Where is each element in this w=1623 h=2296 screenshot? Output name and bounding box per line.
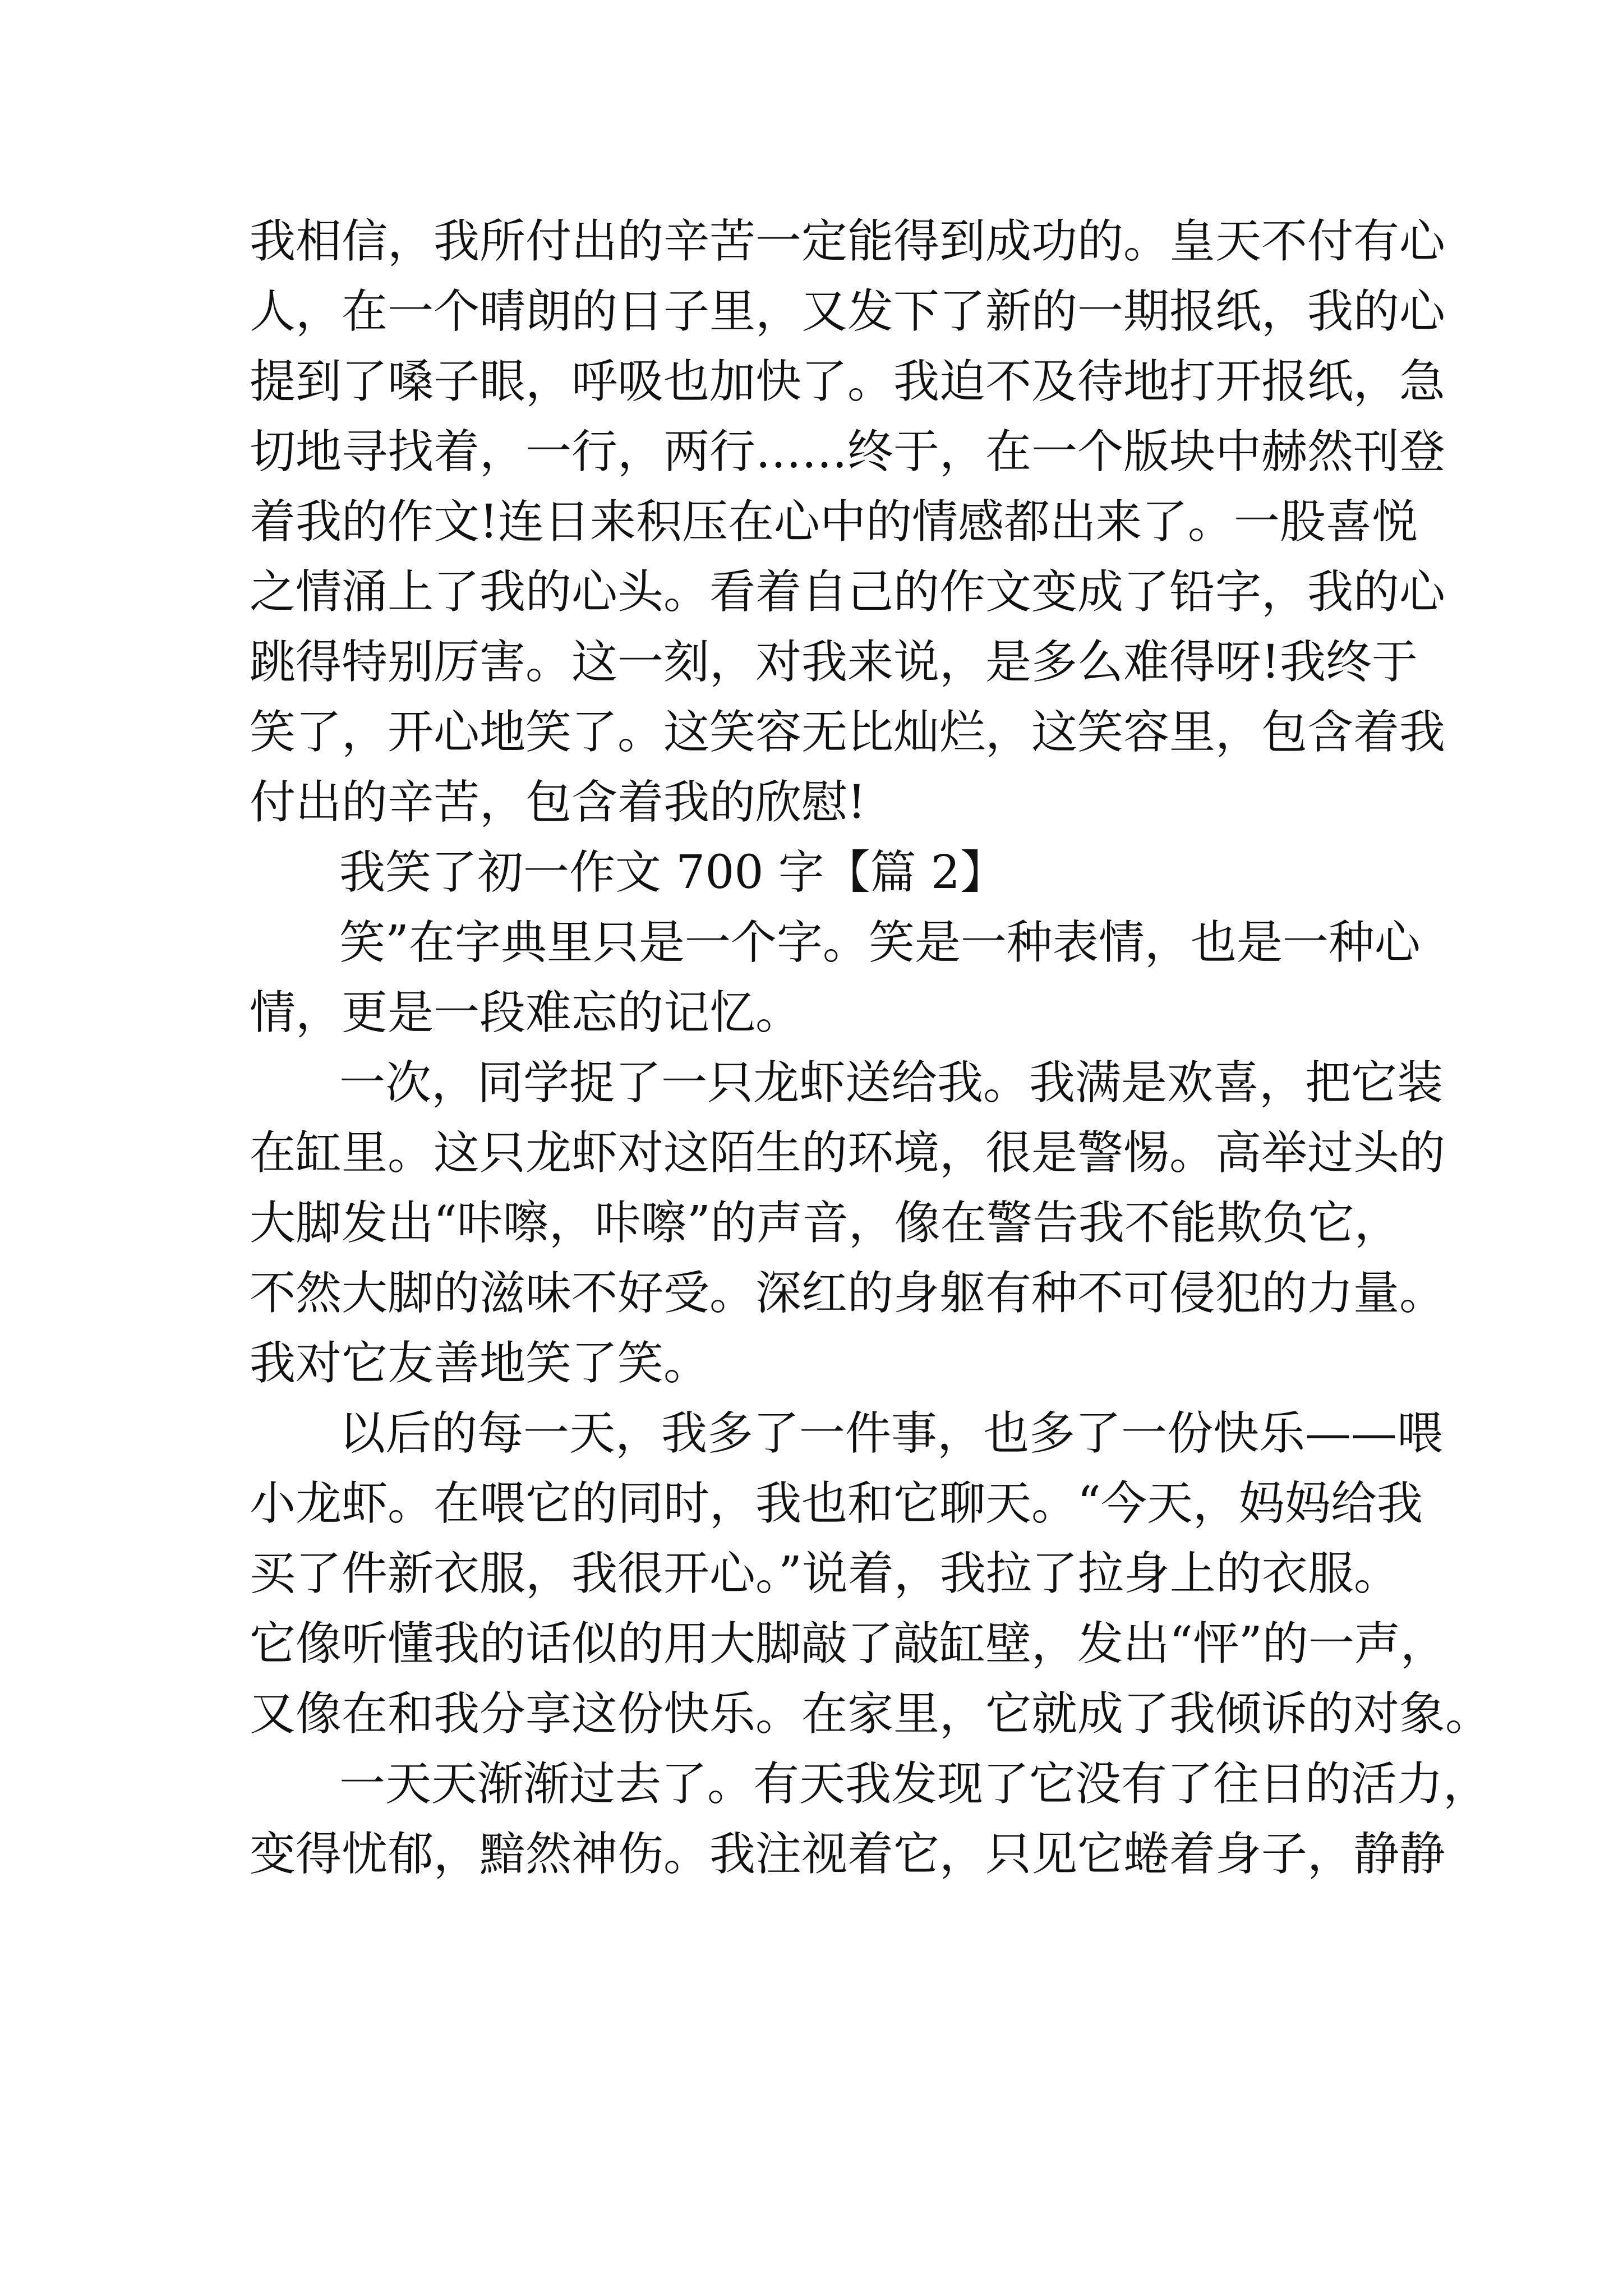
essay-body [250,206,1492,1889]
text-line: 大脚发出“咔嚓，咔嚓”的声音，像在警告我不能欺负它， [250,1197,1400,1250]
text-line: 又像在和我分享这份快乐。在家里，它就成了我倾诉的对象。 [250,1687,1492,1741]
text-line: 切地寻找着，一行，两行……终于，在一个版块中赫然刊登 [250,425,1446,478]
text-line: 着我的作文!连日来积压在心中的情感都出来了。一股喜悦 [250,495,1418,549]
text-line: 我对它友善地笑了笑。 [250,1337,710,1390]
text-line: 笑了，开心地笑了。这笑容无比灿烂，这笑容里，包含着我 [250,706,1446,759]
text-line: 情，更是一段难忘的记忆。 [250,986,802,1039]
text-line: 不然大脚的滋味不好受。深红的身躯有种不可侵犯的力量。 [250,1267,1446,1320]
text-line: 提到了嗓子眼，呼吸也加快了。我迫不及待地打开报纸，急 [250,355,1446,408]
paragraph-start: 笑”在字典里只是一个字。笑是一种表情，也是一种心 [339,916,1421,969]
text-line: 人，在一个晴朗的日子里，又发下了新的一期报纸，我的心 [250,285,1446,338]
text-line: 之情涌上了我的心头。看着自己的作文变成了铅字，我的心 [250,565,1446,619]
text-line: 买了件新衣服，我很开心。”说着，我拉了拉身上的衣服。 [250,1547,1400,1600]
text-line: 跳得特别厉害。这一刻，对我来说，是多么难得呀!我终于 [250,636,1418,689]
text-line: 小龙虾。在喂它的同时，我也和它聊天。“今天，妈妈给我 [250,1477,1423,1530]
paragraph-start: 一天天渐渐过去了。有天我发现了它没有了往日的活力， [339,1757,1490,1811]
text-line: 我相信，我所付出的辛苦一定能得到成功的。皇天不付有心 [250,215,1446,268]
text-line: 它像听懂我的话似的用大脚敲了敲缸壁，发出“怦”的一声， [250,1617,1446,1671]
text-line: 在缸里。这只龙虾对这陌生的环境，很是警惕。高举过头的 [250,1126,1446,1180]
text-line: 付出的辛苦，包含着我的欣慰! [250,776,866,829]
section-heading: 我笑了初一作文 700 字【篇 2】 [339,846,1006,899]
paragraph-start: 一次，同学捉了一只龙虾送给我。我满是欢喜，把它装 [339,1056,1444,1110]
paragraph-start: 以后的每一天，我多了一件事，也多了一份快乐——喂 [339,1407,1444,1460]
text-line: 变得忧郁，黯然神伤。我注视着它，只见它蜷着身子，静静 [250,1828,1446,1881]
